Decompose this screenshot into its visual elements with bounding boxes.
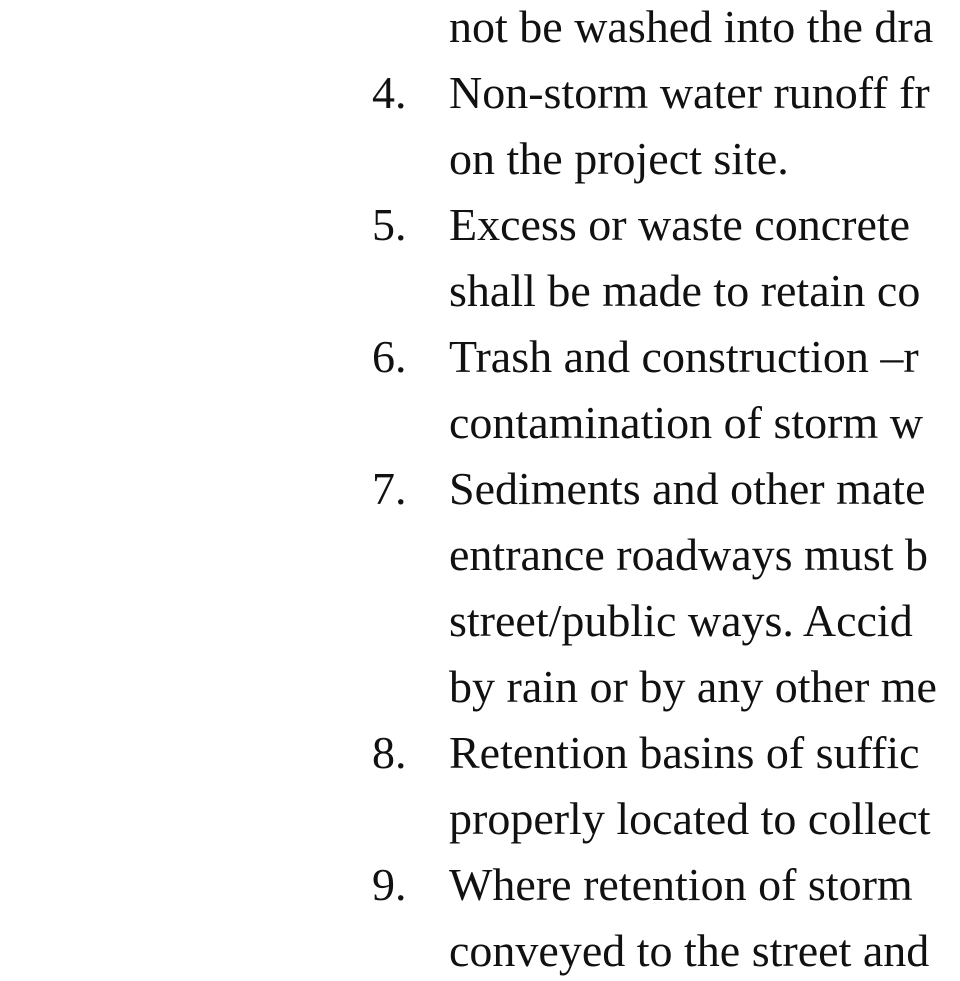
line-text: conveyed to the street and [449,925,930,976]
document-line [0,390,960,456]
document-line [0,786,960,852]
line-text: properly located to collect [449,793,931,844]
document-line [0,192,960,258]
document-line [0,588,960,654]
line-text: Sediments and other mate [449,463,926,514]
line-text: not be washed into the dra [449,1,934,52]
list-number: 4. [372,67,407,118]
document-line [0,852,960,918]
line-text: by rain or by any other me [449,661,937,712]
document-line [0,720,960,786]
document-line [0,258,960,324]
document-line [0,126,960,192]
line-text: on the project site. [449,133,789,184]
list-number: 8. [372,727,407,778]
line-text: entrance roadways must b [449,529,929,580]
line-text: Excess or waste concrete [449,199,911,250]
document-line [0,324,960,390]
line-text: shall be made to retain co [449,265,921,316]
list-number: 9. [372,859,407,910]
list-number: 6. [372,331,407,382]
document-line [0,60,960,126]
document-line [0,918,960,981]
line-text: Trash and construction –r [449,331,919,382]
document-line [0,0,960,60]
line-text: Retention basins of suffic [449,727,920,778]
list-number: 5. [372,199,407,250]
line-text: street/public ways. Accid [449,595,913,646]
document-line [0,522,960,588]
line-text: contamination of storm w [449,397,923,448]
list-number: 7. [372,463,407,514]
document-line [0,456,960,522]
line-text: Non-storm water runoff fr [449,67,930,118]
line-text: Where retention of storm [449,859,913,910]
document-line [0,654,960,720]
